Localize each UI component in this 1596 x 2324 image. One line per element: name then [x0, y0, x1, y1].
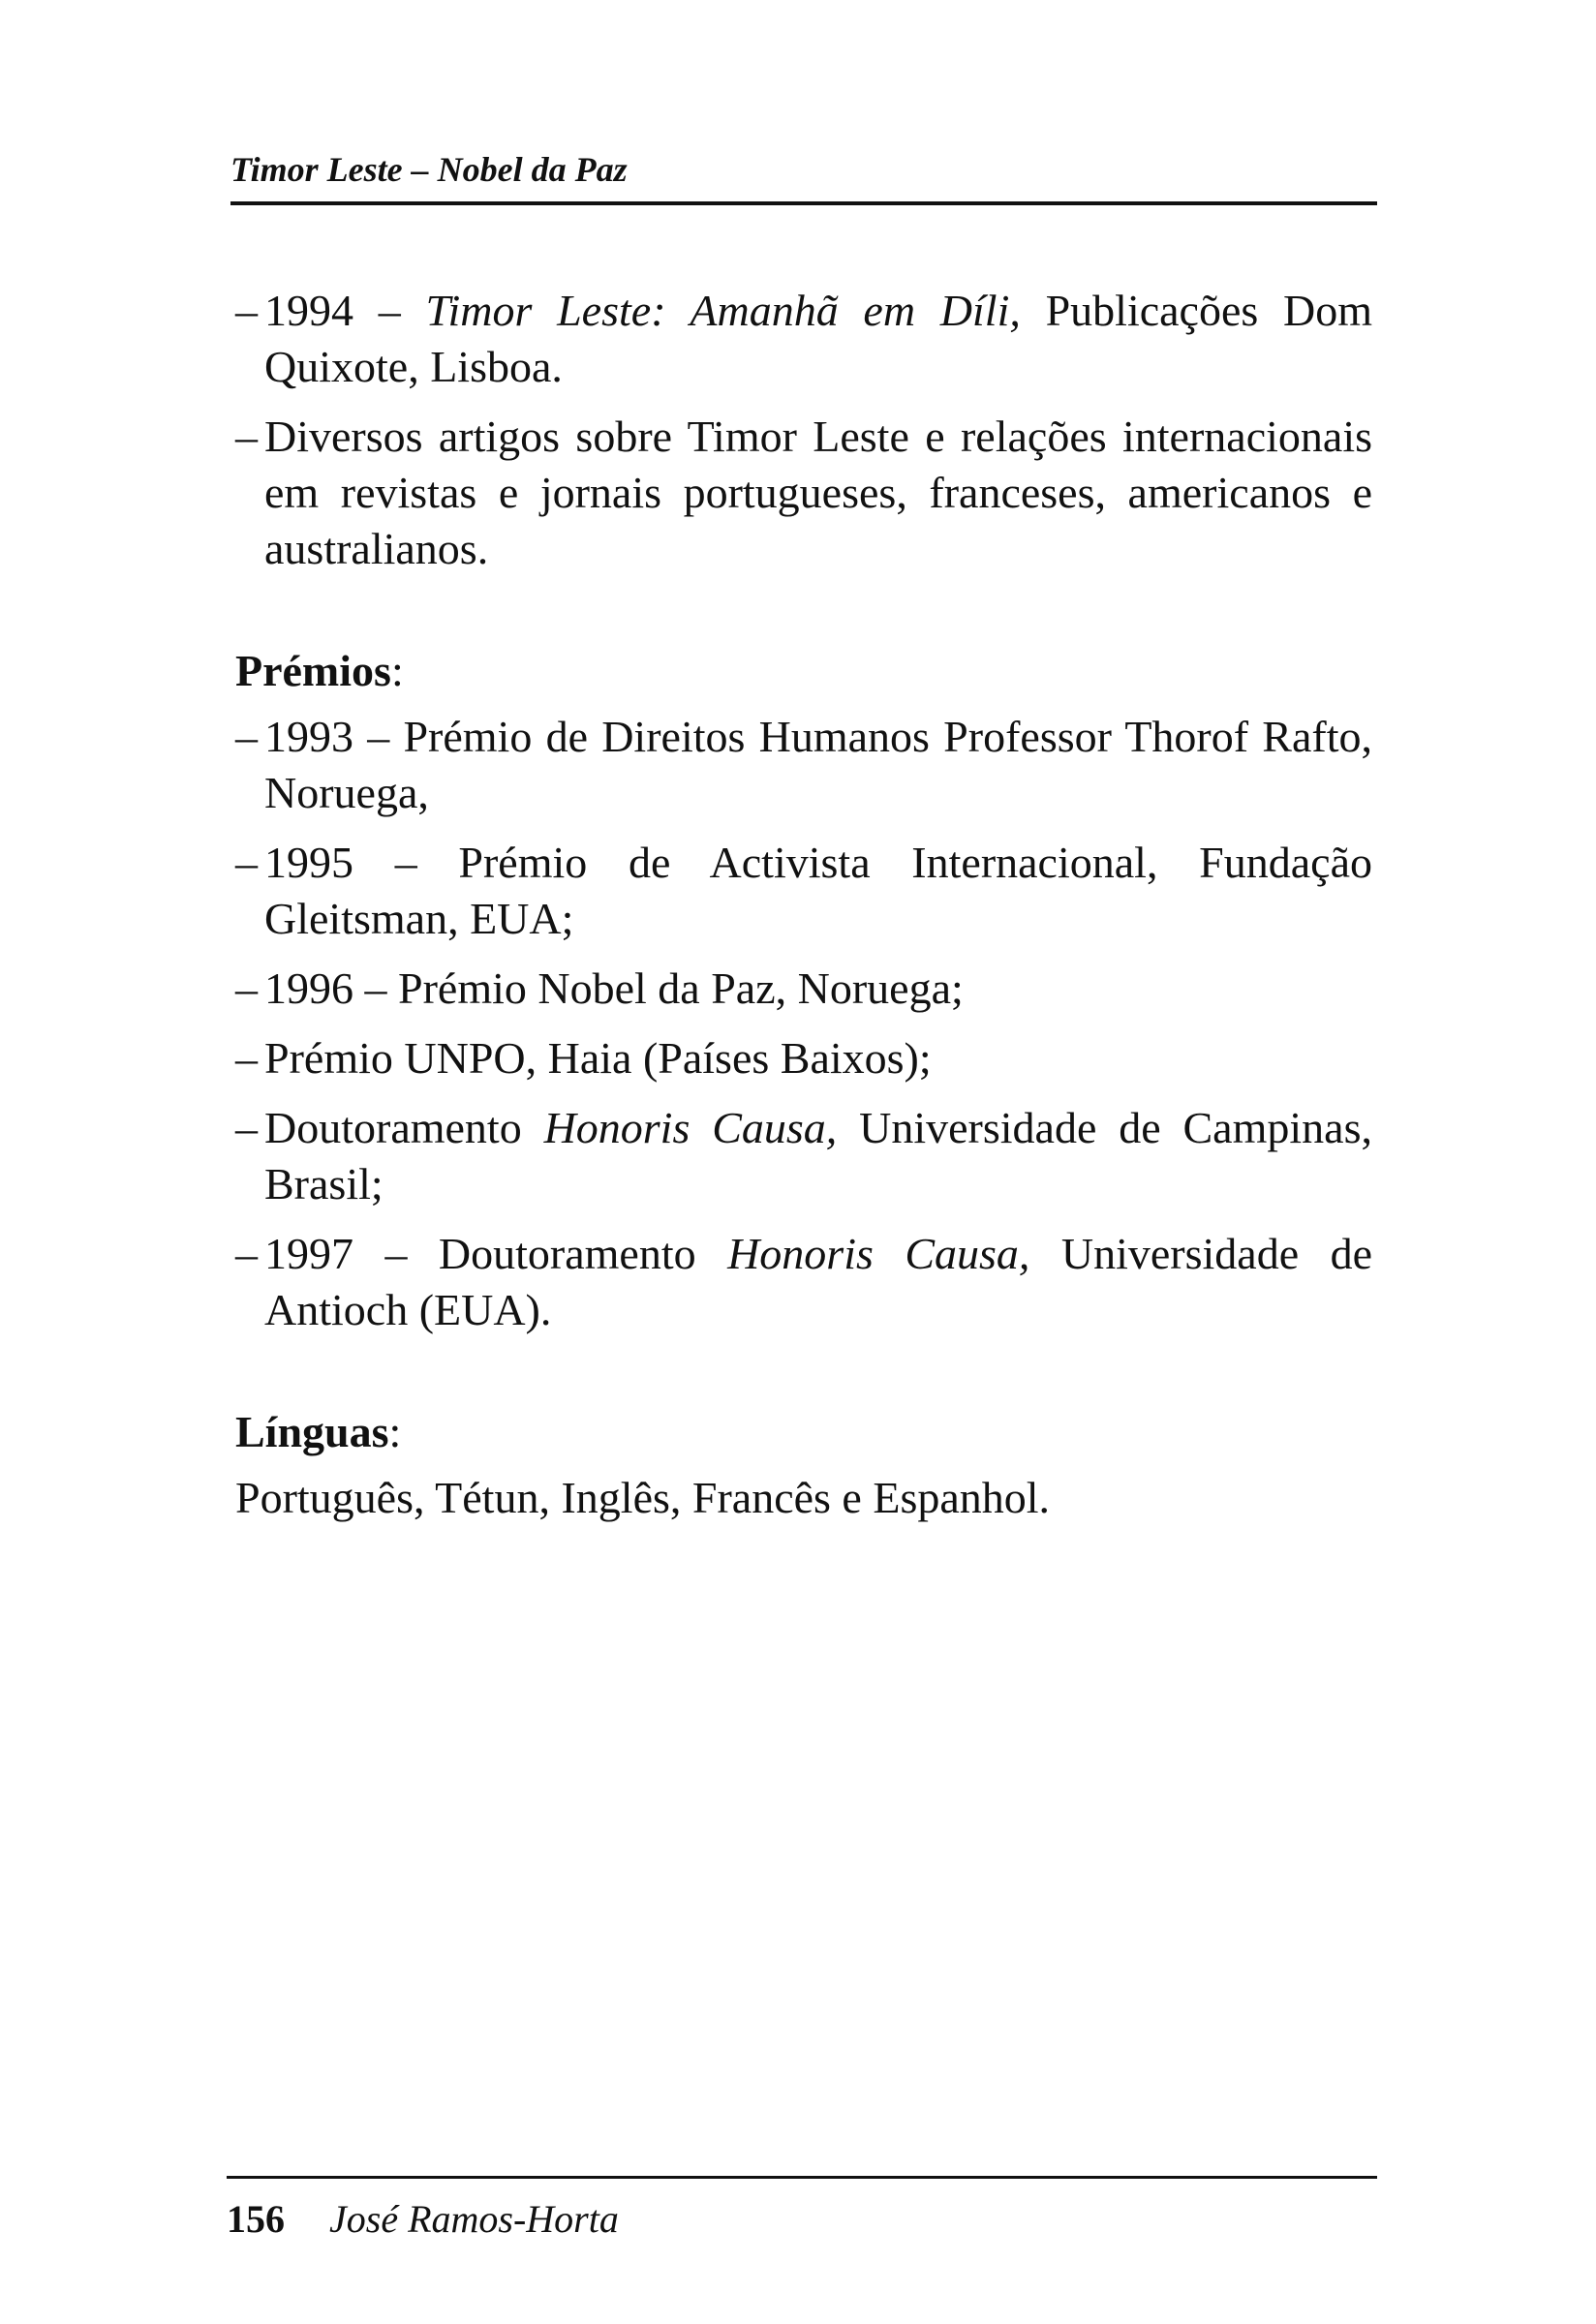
award-italic: Honoris Causa,: [727, 1229, 1030, 1278]
page-body: [235, 283, 1372, 1526]
header-rule: [230, 201, 1377, 205]
award-text: 1996 – Prémio Nobel da Paz, Noruega;: [264, 963, 964, 1013]
award-text: 1993 – Prémio de Direitos Humanos Professor Thorof Rafto, Noruega,: [264, 712, 1372, 817]
award-text: 1995 – Prémio de Activista Internacional, Fundação Gleitsman, EUA;: [264, 838, 1372, 943]
list-dash: –: [235, 838, 258, 887]
publication-item: [235, 283, 1372, 395]
award-item: [235, 709, 1372, 821]
footer-rule: [227, 2176, 1377, 2179]
publication-item: [235, 409, 1372, 577]
award-rest: Universidade de Antioch (EUA).: [264, 1229, 1372, 1334]
publication-title: Timor Leste: Amanhã em Díli,: [425, 286, 1021, 335]
award-italic: Honoris Causa,: [543, 1103, 838, 1152]
award-item: [235, 1030, 1372, 1086]
list-dash: –: [235, 1229, 258, 1278]
award-item: [235, 1226, 1372, 1338]
list-dash: –: [235, 1033, 258, 1083]
publication-year: 1994 –: [264, 286, 426, 335]
award-prefix: 1997 – Doutoramento: [264, 1229, 728, 1278]
list-dash: –: [235, 1103, 258, 1152]
section-heading-linguas: Línguas:: [235, 1407, 402, 1456]
list-dash: –: [235, 412, 258, 461]
page-footer: [227, 2192, 619, 2247]
page-number: 156: [227, 2197, 285, 2241]
list-dash: –: [235, 712, 258, 761]
languages-text: Português, Tétun, Inglês, Francês e Espanhol.: [235, 1473, 1051, 1522]
award-item: [235, 1100, 1372, 1212]
award-rest: Universidade de Campinas, Brasil;: [264, 1103, 1372, 1208]
list-dash: –: [235, 286, 258, 335]
publication-text: Diversos artigos sobre Timor Leste e relações internacionais em revistas e jornais portugueses, franceses, americanos e australianos.: [264, 412, 1372, 573]
award-item: [235, 835, 1372, 947]
section-heading-premios: Prémios:: [235, 646, 404, 695]
list-dash: –: [235, 963, 258, 1013]
publication-details: Publicações Dom Quixote, Lisboa.: [264, 286, 1373, 391]
author-name: José Ramos-Horta: [329, 2197, 619, 2241]
running-title: Timor Leste – Nobel da Paz: [230, 150, 628, 189]
award-item: [235, 961, 1372, 1017]
award-prefix: Doutoramento: [264, 1103, 544, 1152]
award-text: Prémio UNPO, Haia (Países Baixos);: [264, 1033, 932, 1083]
